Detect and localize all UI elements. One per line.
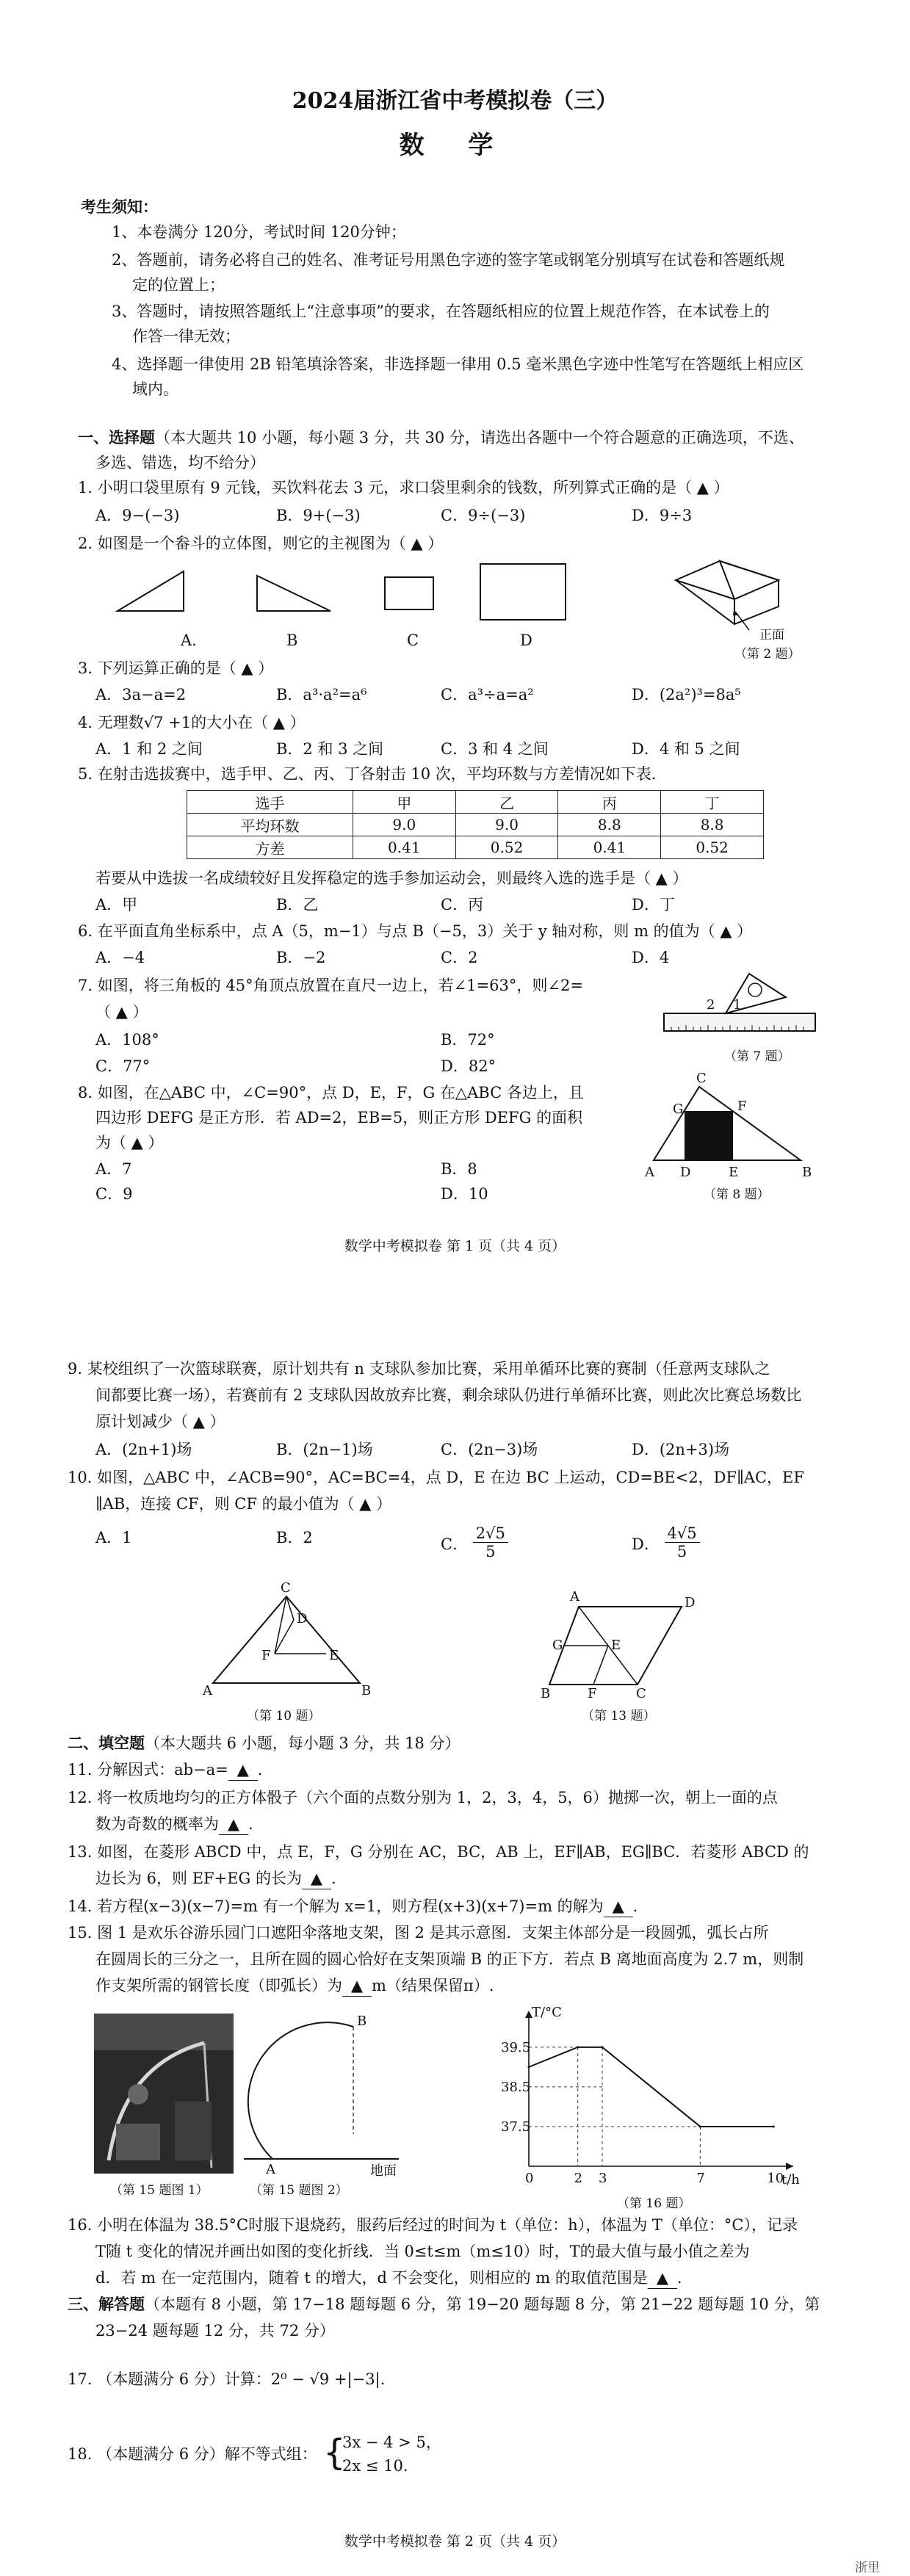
q8-stem: 8. 如图，在△ABC 中，∠C=90°，点 D，E，F，G 在△ABC 各边上，且 <box>78 1084 584 1101</box>
q8-label-g: G <box>673 1101 684 1117</box>
q1-stem: 1. 小明口袋里原有 9 元钱，买饮料花去 3 元，求口袋里剩余的钱数，所列算式正确的是（ ▲ ） <box>78 479 729 496</box>
exam-page-2 <box>0 1307 910 2576</box>
q9-option-c: C．(2n−3)场 <box>441 1441 538 1458</box>
q10-caption: （第 10 题） <box>247 1709 321 1723</box>
chart-x-tick-label: 7 <box>696 2171 705 2186</box>
q16-temperature-chart <box>499 2005 808 2188</box>
table-cell: 9.0 <box>455 814 558 836</box>
q5-option-a: A．甲 <box>95 896 138 913</box>
section3-desc: （本题有 8 小题，第 17−18 题每题 6 分，第 19−20 题每题 8 分，第 21−22 题每题 10 分，第 <box>145 2295 820 2313</box>
q13-label-c: C <box>636 1686 646 1701</box>
q7-stem: 7. 如图，将三角板的 45°角顶点放置在直尺一边上，若∠1=63°，则∠2= <box>78 977 583 994</box>
table-cell: 0.52 <box>661 836 764 859</box>
q16-caption: （第 16 题） <box>617 2196 691 2211</box>
chart-xlabel: t/h <box>781 2172 800 2188</box>
q18-inequality-1: 3x − 4 > 5， <box>342 2434 441 2451</box>
q10-option-a: A．1 <box>95 1529 132 1546</box>
q3-stem: 3. 下列运算正确的是（ ▲ ） <box>78 659 274 677</box>
q2-option-d-figure <box>470 561 580 627</box>
table-cell: 8.8 <box>558 814 661 836</box>
q10-label-d: D <box>297 1611 308 1627</box>
q10-label-b: B <box>361 1683 372 1698</box>
section1-line1 <box>78 427 804 448</box>
q15-arc-figure-2 <box>234 2005 410 2181</box>
table-row <box>187 836 764 859</box>
q8-option-b: B．8 <box>441 1160 477 1178</box>
q15-stem-cont2: 作支架所需的钢管长度（即弧长）为 <box>95 1977 342 1994</box>
q6-option-d: D．4 <box>632 949 670 966</box>
q15-label-a: A <box>266 2162 275 2177</box>
q10-option-c <box>441 1524 508 1563</box>
q13-label-a: A <box>570 1589 579 1604</box>
q10-option-d-denominator: 5 <box>676 1543 687 1560</box>
table-cell: 0.41 <box>558 836 661 859</box>
table-cell: 0.52 <box>455 836 558 859</box>
q1-option-b: B．9+(−3) <box>276 507 361 524</box>
q15-caption-2: （第 15 题图 2） <box>250 2183 348 2198</box>
table-cell: 平均环数 <box>187 814 353 836</box>
q13-stem: 13. 如图，在菱形 ABCD 中，点 E，F，G 分别在 AC，BC，AB 上，EF∥AB，EG∥BC．若菱形 ABCD 的 <box>68 1843 809 1861</box>
q10-option-d-prefix: D． <box>632 1535 660 1553</box>
q13-line2: 边长为 6，则 EF+EG 的长为 ▲ . <box>95 1868 336 1889</box>
q7-option-b: B．72° <box>441 1031 495 1049</box>
q13-label-e: E <box>611 1638 621 1653</box>
section2-heading: 二、填空题 <box>68 1734 145 1752</box>
q17-stem: 17. （本题满分 6 分）计算：2⁰ − √9 +|−3|. <box>68 2370 386 2388</box>
chart-x-tick-label: 2 <box>574 2171 583 2186</box>
chart-x-tick-label: 10 <box>767 2171 784 2186</box>
q3-option-a: A．3a−a=2 <box>95 686 187 703</box>
section2-desc: （本大题共 6 小题，每小题 3 分，共 18 分） <box>145 1734 461 1752</box>
q5-score-table <box>187 790 764 859</box>
q15-answer-blank: ▲ <box>342 1975 372 1997</box>
exam-page-1 <box>0 0 910 1263</box>
q10-option-d-numerator: 4√5 <box>665 1524 700 1543</box>
q10-stem-cont: ∥AB，连接 CF，则 CF 的最小值为（ ▲ ） <box>95 1495 392 1513</box>
table-cell: 9.0 <box>353 814 455 836</box>
q2-label-b: B <box>286 632 298 649</box>
q12-line2: 数为奇数的概率为 ▲ . <box>95 1814 253 1835</box>
q12-stem-cont: 数为奇数的概率为 <box>95 1815 219 1833</box>
q13-label-d: D <box>685 1595 696 1610</box>
chart-data-point <box>528 2066 530 2068</box>
q10-stem: 10. 如图，△ABC 中，∠ACB=90°，AC=BC=4，点 D，E 在边 BC 上运动，CD=BE<2，DF∥AC，EF <box>68 1469 804 1486</box>
q15-stem: 15. 图 1 是欢乐谷游乐园门口遮阳伞落地支架，图 2 是其示意图．支架主体部分是一段圆弧，弧长占所 <box>68 1924 769 1942</box>
q14-line: 14. 若方程(x−3)(x−7)=m 有一个解为 x=1，则方程(x+3)(x+7)=m 的解为 ▲ . <box>68 1896 638 1917</box>
q16-stem: 16. 小明在体温为 38.5°C时服下退烧药，服药后经过的时间为 t（单位：h），体温为 T（单位：°C），记录 <box>68 2216 798 2234</box>
notice-item: 1、本卷满分 120分，考试时间 120分钟； <box>112 223 406 241</box>
q2-caption: （第 2 题） <box>734 647 801 662</box>
exam-title: 2024届浙江省中考模拟卷（三） <box>292 88 618 114</box>
table-cell: 8.8 <box>661 814 764 836</box>
q7-label-2: 2 <box>707 997 715 1013</box>
notice-heading: 考生须知： <box>81 198 158 216</box>
notice-item: 作答一律无效； <box>132 328 240 345</box>
chart-data-point <box>577 2046 579 2048</box>
q10-label-c: C <box>281 1580 291 1596</box>
q10-label-f: F <box>261 1648 271 1663</box>
notice-item: 3、答题时，请按照答题纸上“注意事项”的要求，在答题纸相应的位置上规范作答，在本试卷上的 <box>112 303 770 320</box>
table-cell: 丁 <box>661 791 764 814</box>
chart-y-tick-label: 38.5 <box>501 2079 531 2095</box>
notice-item: 定的位置上； <box>132 276 225 294</box>
notice-item: 4、选择题一律使用 2B 铅笔填涂答案，非选择题一律用 0.5 毫米黑色字迹中性笔写在答题纸上相应区 <box>112 355 804 373</box>
q4-option-b: B．2 和 3 之间 <box>276 740 384 758</box>
q15-photo-figure-1 <box>94 2014 234 2174</box>
q5-followup: 若要从中选拔一名成绩较好且发挥稳定的选手参加运动会，则最终入选的选手是（ ▲ ） <box>95 869 688 887</box>
q13-answer-blank: ▲ <box>302 1868 331 1889</box>
q16-line3: d．若 m 在一定范围内，随着 t 的增大，d 不会变化，则相应的 m 的取值范围是 ▲ . <box>95 2268 682 2289</box>
q7-option-a: A．108° <box>95 1031 159 1049</box>
table-cell: 甲 <box>353 791 455 814</box>
q11-stem: 11. 分解因式：ab−a= <box>68 1761 228 1779</box>
q15-caption-1: （第 15 题图 1） <box>110 2183 209 2198</box>
q13-label-b: B <box>541 1686 551 1701</box>
q8-stem-cont: 四边形 DEFG 是正方形．若 AD=2，EB=5，则正方形 DEFG 的面积 <box>95 1109 583 1126</box>
q13-label-g: G <box>552 1638 563 1653</box>
q2-stem: 2. 如图是一个畚斗的立体图，则它的主视图为（ ▲ ） <box>78 535 444 552</box>
q15-label-ground: 地面 <box>370 2163 397 2179</box>
q12-answer-blank: ▲ <box>219 1814 248 1835</box>
q16-answer-blank: ▲ <box>648 2268 677 2289</box>
q7-option-c: C．77° <box>95 1057 151 1075</box>
table-cell: 乙 <box>455 791 558 814</box>
q8-triangle-square-figure <box>639 1072 823 1182</box>
q13-caption: （第 13 题） <box>582 1709 656 1723</box>
q12-stem: 12. 将一枚质地均匀的正方体骰子（六个面的点数分别为 1，2，3，4，5，6）抛掷一次，朝上一面的点 <box>68 1789 778 1806</box>
section1-heading: 一、选择题 <box>78 428 155 446</box>
page-gap <box>0 1263 910 1307</box>
q2-front-label: 正面 <box>759 628 784 643</box>
section2-line <box>68 1733 461 1754</box>
q10-option-c-numerator: 2√5 <box>473 1524 508 1543</box>
q8-label-d: D <box>680 1165 691 1180</box>
q10-label-e: E <box>329 1648 339 1663</box>
section1-desc-line2: 多选、错选，均不给分） <box>95 454 265 471</box>
q8-label-b: B <box>802 1165 812 1180</box>
q13-rhombus-figure <box>535 1580 726 1705</box>
section3-line <box>68 2294 820 2315</box>
table-cell: 选手 <box>187 791 353 814</box>
q10-option-b: B．2 <box>276 1529 313 1546</box>
q2-label-d: D <box>520 632 532 649</box>
q7-option-d: D．82° <box>441 1057 496 1075</box>
q11-line: 11. 分解因式：ab−a= ▲ . <box>68 1759 262 1781</box>
q18-stem: 18. （本题满分 6 分）解不等式组： <box>68 2445 317 2463</box>
q7-caption: （第 7 题） <box>724 1049 790 1064</box>
q8-stem-cont2: 为（ ▲ ） <box>95 1134 164 1151</box>
q2-label-c: C <box>407 632 419 649</box>
q2-option-a-figure <box>110 564 191 623</box>
q3-option-b: B．a³·a²=a⁶ <box>276 686 367 703</box>
q1-option-c: C．9÷(−3) <box>441 507 526 524</box>
q6-option-a: A．−4 <box>95 949 145 966</box>
q3-option-d: D．(2a²)³=8a⁵ <box>632 686 741 703</box>
q8-option-d: D．10 <box>441 1185 488 1203</box>
q7-stem-cont: （ ▲ ） <box>95 1003 148 1021</box>
page-footer-1: 数学中考模拟卷 第 1 页（共 4 页） <box>344 1238 566 1254</box>
chart-data-point <box>602 2046 604 2048</box>
page-footer-2: 数学中考模拟卷 第 2 页（共 4 页） <box>344 2533 566 2550</box>
q9-stem: 9. 某校组织了一次篮球联赛，原计划共有 n 支球队参加比赛，采用单循环比赛的赛制（任意两支球队之 <box>68 1360 770 1378</box>
table-cell: 0.41 <box>353 836 455 859</box>
q18-inequality-2: 2x ≤ 10. <box>342 2457 408 2475</box>
q11-answer-blank: ▲ <box>228 1759 258 1781</box>
chart-data-point <box>699 2125 701 2127</box>
q14-stem: 14. 若方程(x−3)(x−7)=m 有一个解为 x=1，则方程(x+3)(x+7)=m 的解为 <box>68 1897 604 1915</box>
q2-option-b-figure <box>250 564 338 623</box>
q9-stem-cont: 间都要比赛一场），若赛前有 2 支球队因故放弃比赛，剩余球队仍进行单循环比赛，则此次比赛总场数比 <box>95 1386 802 1404</box>
q10-option-c-denominator: 5 <box>485 1543 496 1560</box>
chart-x-tick-label: 0 <box>525 2171 534 2186</box>
q8-label-c: C <box>696 1071 707 1086</box>
q18-brace: { <box>323 2432 346 2473</box>
chart-y-tick-label: 37.5 <box>501 2119 531 2135</box>
q13-stem-cont: 边长为 6，则 EF+EG 的长为 <box>95 1870 302 1887</box>
q5-stem: 5. 在射击选拔赛中，选手甲、乙、丙、丁各射击 10 次，平均环数与方差情况如下表. <box>78 765 657 783</box>
q9-option-a: A．(2n+1)场 <box>95 1441 192 1458</box>
q15-stem-tail: m（结果保留π）. <box>372 1977 494 1994</box>
q8-option-c: C．9 <box>95 1185 133 1203</box>
q8-label-f: F <box>737 1099 747 1114</box>
chart-x-arrow <box>786 2163 793 2170</box>
q1-option-d: D．9÷3 <box>632 507 693 524</box>
q6-option-b: B．−2 <box>276 949 326 966</box>
table-row <box>187 814 764 836</box>
q15-label-b: B <box>357 2014 367 2029</box>
section1-desc: （本大题共 10 小题，每小题 3 分，共 30 分，请选出各题中一个符合题意的正确选项，不选、 <box>155 429 804 446</box>
q2-dustpan-figure <box>661 551 793 632</box>
corner-watermark: 浙里 <box>855 2561 880 2575</box>
q4-stem: 4. 无理数√7 +1的大小在（ ▲ ） <box>78 714 306 731</box>
chart-ylabel: T/°C <box>532 2005 562 2020</box>
q9-option-d: D．(2n+3)场 <box>632 1441 730 1458</box>
q6-stem: 6. 在平面直角坐标系中，点 A（5，m−1）与点 B（−5，3）关于 y 轴对称，则 m 的值为（ ▲ ） <box>78 922 753 940</box>
table-cell: 方差 <box>187 836 353 859</box>
section3-heading: 三、解答题 <box>68 2295 145 2313</box>
table-row <box>187 791 764 814</box>
q13-label-f: F <box>588 1686 597 1701</box>
notice-item: 域内。 <box>132 380 178 398</box>
chart-x-tick-label: 3 <box>599 2171 607 2186</box>
q16-stem-cont: T随 t 变化的情况并画出如图的变化折线．当 0≤t≤m（m≤10）时，T的最大值与最小值之差为 <box>95 2243 750 2260</box>
q5-option-b: B．乙 <box>276 896 319 913</box>
q8-label-e: E <box>729 1165 739 1180</box>
exam-subject: 数 学 <box>399 131 511 160</box>
q16-stem-cont2: d．若 m 在一定范围内，随着 t 的增大，d 不会变化，则相应的 m 的取值范围是 <box>95 2269 648 2287</box>
q10-label-a: A <box>203 1683 212 1698</box>
q10-triangle-figure <box>198 1580 389 1705</box>
q5-option-c: C．丙 <box>441 896 484 913</box>
chart-data-point <box>773 2125 775 2127</box>
q14-answer-blank: ▲ <box>604 1896 633 1917</box>
q4-option-a: A．1 和 2 之间 <box>95 740 203 758</box>
q6-option-c: C．2 <box>441 949 478 966</box>
q7-ruler-triangle-figure <box>661 968 823 1049</box>
q1-option-a: A．9−(−3) <box>95 507 180 524</box>
q2-label-a: A. <box>181 632 197 649</box>
q10-option-d-fraction <box>665 1524 700 1560</box>
chart-y-tick-label: 39.5 <box>501 2039 531 2055</box>
q10-option-d <box>632 1524 700 1563</box>
q9-stem-cont2: 原计划减少（ ▲ ） <box>95 1413 225 1430</box>
q15-line3 <box>95 1975 494 1997</box>
q8-option-a: A．7 <box>95 1160 132 1178</box>
q5-option-d: D．丁 <box>632 896 675 913</box>
q7-label-1: 1 <box>733 997 742 1013</box>
q4-option-c: C．3 和 4 之间 <box>441 740 549 758</box>
q2-option-c-figure <box>382 574 441 618</box>
q4-option-d: D．4 和 5 之间 <box>632 740 740 758</box>
section3-desc-line2: 23−24 题每题 12 分，共 72 分） <box>95 2322 335 2340</box>
q10-option-c-fraction <box>473 1524 508 1560</box>
q9-option-b: B．(2n−1)场 <box>276 1441 373 1458</box>
q10-option-c-prefix: C． <box>441 1535 469 1553</box>
table-cell: 丙 <box>558 791 661 814</box>
q8-caption: （第 8 题） <box>704 1187 770 1202</box>
notice-item: 2、答题前，请务必将自己的姓名、准考证号用黑色字迹的签字笔或钢笔分别填写在试卷和答题纸规 <box>112 251 785 269</box>
q8-label-a: A <box>645 1165 654 1180</box>
q15-stem-cont: 在圆周长的三分之一，且所在圆的圆心恰好在支架顶端 B 的正下方．若点 B 离地面高度为 2.7 m，则制 <box>95 1950 804 1968</box>
q3-option-c: C．a³÷a=a² <box>441 686 534 703</box>
